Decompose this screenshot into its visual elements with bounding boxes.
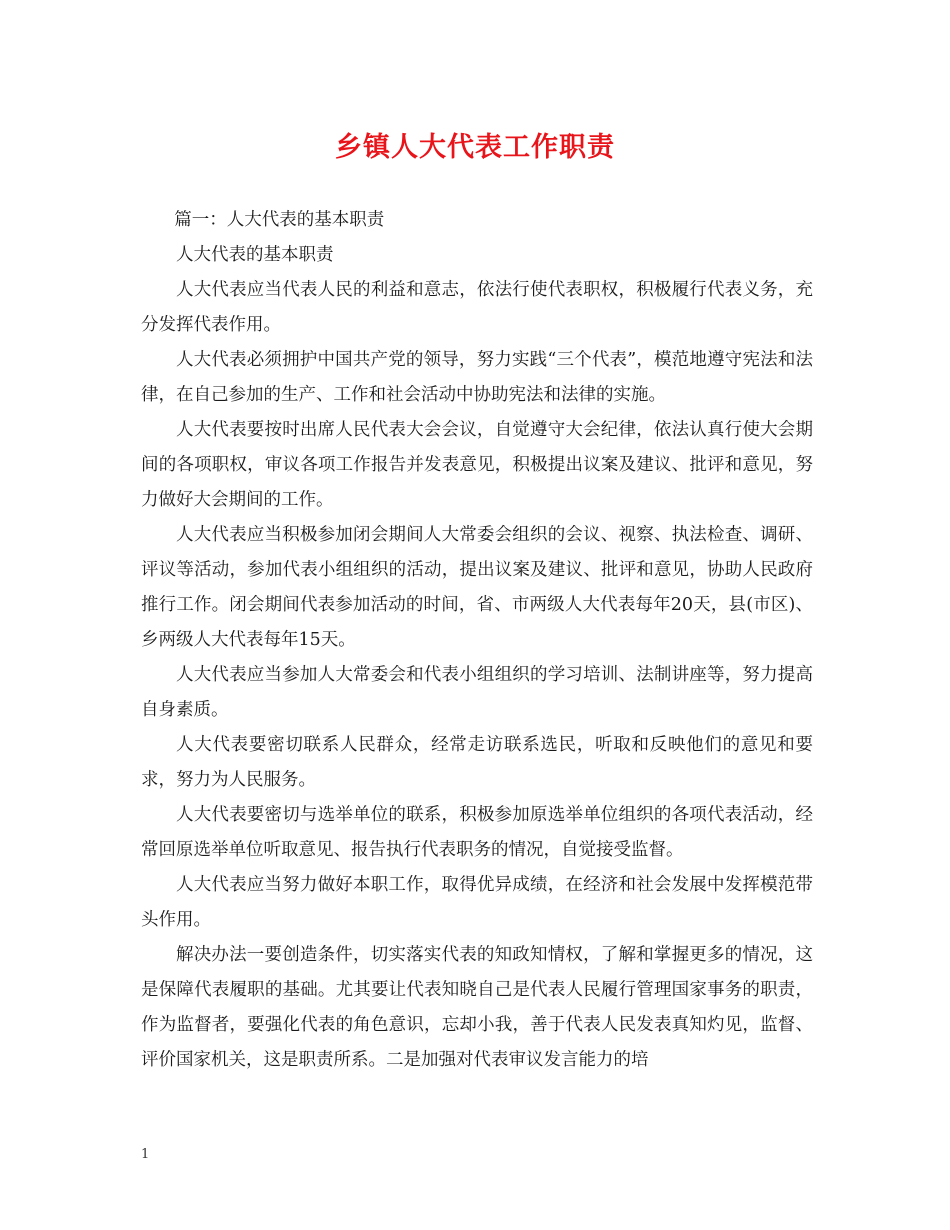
body-paragraph: 解决办法一要创造条件，切实落实代表的知政知情权，了解和掌握更多的情况，这是保障代表履职的基础。尤其要让代表知晓自己是代表人民履行管理国家事务的职责，作为监督者，要强化代表的角色意识，忘却小我，善于代表人民发表真知灼见，监督、评价国家机关，这是职责所系。二是加强对代表审议发言能力的培 (141, 945, 813, 1070)
document-body (141, 203, 813, 1078)
body-paragraph: 人大代表应当参加人大常委会和代表小组组织的学习培训、法制讲座等，努力提高自身素质。 (141, 665, 813, 720)
document-title: 乡镇人大代表工作职责 (335, 132, 615, 163)
body-paragraph: 人大代表要按时出席人民代表大会会议，自觉遵守大会纪律，依法认真行使大会期间的各项职权，审议各项工作报告并发表意见，积极提出议案及建议、批评和意见，努力做好大会期间的工作。 (141, 420, 813, 510)
body-paragraph: 人大代表要密切与选举单位的联系，积极参加原选举单位组织的各项代表活动，经常回原选举单位听取意见、报告执行代表职务的情况，自觉接受监督。 (141, 805, 813, 860)
body-paragraph: 人大代表要密切联系人民群众，经常走访联系选民，听取和反映他们的意见和要求，努力为人民服务。 (141, 735, 813, 790)
body-paragraph: 人大代表必须拥护中国共产党的领导，努力实践“三个代表”，模范地遵守宪法和法律，在自己参加的生产、工作和社会活动中协助宪法和法律的实施。 (141, 350, 813, 405)
subsection-heading: 人大代表的基本职责 (176, 245, 334, 265)
body-paragraph: 人大代表应当代表人民的利益和意志，依法行使代表职权，积极履行代表义务，充分发挥代表作用。 (141, 280, 813, 335)
body-paragraph: 人大代表应当努力做好本职工作，取得优异成绩，在经济和社会发展中发挥模范带头作用。 (141, 875, 813, 930)
page-number: 1 (141, 1147, 150, 1162)
body-paragraph: 人大代表应当积极参加闭会期间人大常委会组织的会议、视察、执法检查、调研、评议等活动，参加代表小组组织的活动，提出议案及建议、批评和意见，协助人民政府推行工作。闭会期间代表参加活动的时间，省、市两级人大代表每年20天，县(市区)、乡两级人大代表每年15天。 (141, 525, 813, 650)
section-heading: 篇一：人大代表的基本职责 (174, 210, 385, 230)
